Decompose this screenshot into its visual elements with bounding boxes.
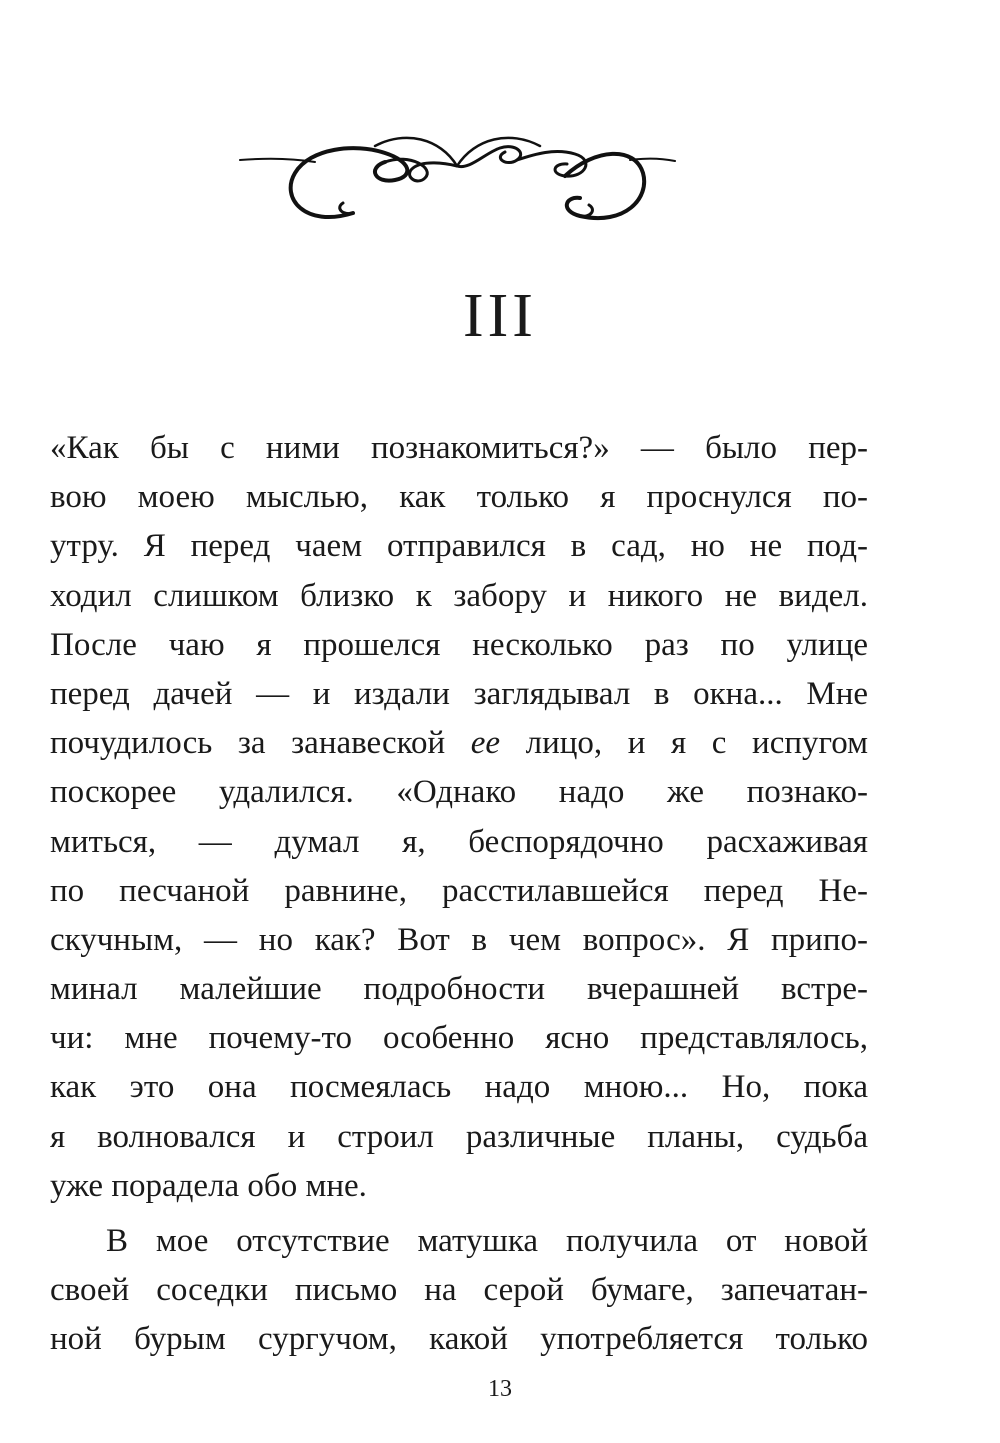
chapter-number: III — [463, 282, 537, 350]
text-line: уже порадела обо мне. — [50, 1167, 367, 1204]
text-line: ной бурым сургучом, какой употребляется только — [50, 1321, 868, 1358]
text-segment: лицо, и я с испугом — [500, 725, 868, 762]
body-text — [50, 424, 868, 1365]
text-line: В мое отсутствие матушка получила от новой — [106, 1223, 868, 1259]
text-line: перед дачей — и издали заглядывал в окна... Мне — [50, 675, 868, 712]
text-line: вою моею мыслью, как только я проснулся по- — [50, 479, 868, 516]
text-line — [50, 719, 868, 768]
text-line: минал малейшие подробности вчерашней встре- — [50, 971, 868, 1008]
page-number: 13 — [488, 1376, 512, 1402]
text-line: по песчаной равнине, расстилавшейся перед Не- — [50, 872, 868, 909]
text-line: поскорее удалился. «Однако надо же познако- — [50, 774, 868, 811]
flourish-divider-icon — [235, 118, 680, 228]
text-line: утру. Я перед чаем отправился в сад, но не под- — [50, 528, 868, 565]
italic-word: ее — [470, 725, 501, 762]
text-segment: почудилось за занавеской — [50, 725, 471, 762]
text-line: миться, — думал я, беспорядочно расхаживая — [50, 823, 868, 860]
text-line: После чаю я прошелся несколько раз по улице — [50, 626, 868, 663]
text-line: ходил слишком близко к забору и никого не видел. — [50, 577, 868, 614]
text-line: чи: мне почему-то особенно ясно представлялось, — [50, 1020, 868, 1057]
text-line: я волновался и строил различные планы, судьба — [50, 1118, 868, 1155]
text-line: своей соседки письмо на серой бумаге, запечатан- — [50, 1272, 868, 1309]
text-line: как это она посмеялась надо мною... Но, пока — [50, 1069, 868, 1106]
text-line: скучным, — но как? Вот в чем вопрос». Я припо- — [50, 921, 868, 958]
text-line: «Как бы с ними познакомиться?» — было пер- — [50, 430, 868, 466]
